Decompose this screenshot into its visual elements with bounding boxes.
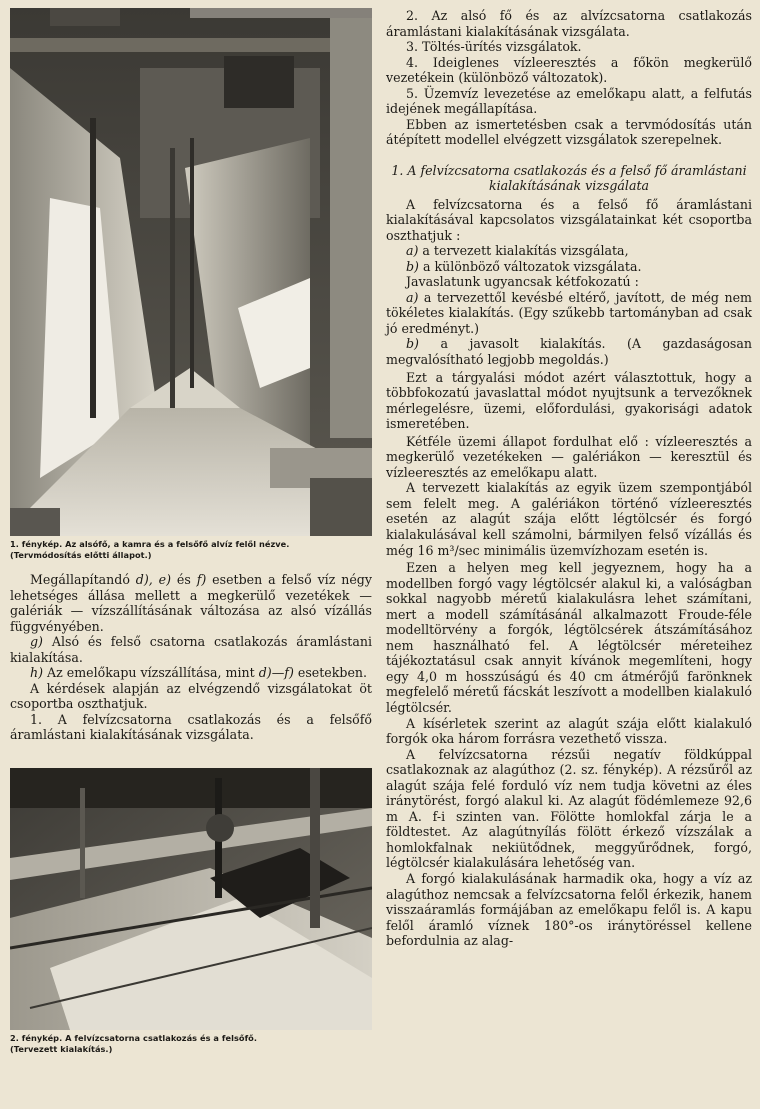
photo-2-caption-sub: (Tervezett kialakítás.): [10, 1044, 113, 1055]
left-paragraph-1: Megállapítandó d), e) és f) esetben a felső víz négy lehetséges állása mellett a megkerülő vezetékek — galériák — vízszállításának változása az alsó vízállás függvényében.: [10, 572, 372, 634]
right-column: [386, 8, 752, 949]
paragraph-f: Ezen a helyen meg kell jegyeznem, hogy ha a modellben forgó vagy légtölcsér alakul ki, a valóságban sokkal nagyobb méretű kialakulásra lehet számítani, mert a modell számításánál alkalmazott Froude-féle modelltörvény a forgók, légtölcsérek átszámításához nem használható fel. A légtölcsér méreteihez tájékoztatásul csak annyit kívánok megemlíteni, hogy egy 4,0 m hosszúságú és 40 cm átmérőjű farönknek megfelelő méretű fácskát leszívott a modellben kialakuló légtölcsér.: [386, 560, 752, 716]
item-a-2: a) a tervezettől kevésbé eltérő, javított, de még nem tökéletes kialakítás. (Egy szűkebb tartományban ad csak jó eredményt.): [386, 289, 752, 336]
paragraph-a: A felvízcsatorna és a felső fő áramlástani kialakításával kapcsolatos vizsgálatainkat két csoportba oszthatjuk :: [386, 196, 752, 243]
left-paragraph-5: 1. A felvízcsatorna csatlakozás és a felsőfő áramlástani kialakításának vizsgálata.: [10, 711, 372, 743]
list-item-5: 5. Üzemvíz levezetése az emelőkapu alatt, a felfutás idejének megállapítása.: [386, 85, 752, 117]
photo-2-caption-main: 2. fénykép. A felvízcsatorna csatlakozás és a felsőfő.: [10, 1033, 258, 1044]
photo-2-image: [10, 768, 372, 1030]
paragraph-c: Ezt a tárgyalási módot azért választottuk, hogy a többfokozatú javaslattal módot nyujtsunk a tervezőknek mérlegelésre, üzemi, előfordulási, gyakorisági adatok ismeretében.: [386, 369, 752, 432]
item-a-1: a) a tervezett kialakítás vizsgálata,: [406, 243, 629, 259]
paragraph-h: A felvízcsatorna rézsűi negatív földkúppal csatlakoznak az alagúthoz (2. sz. fénykép). A rézsűről az alagút szája felé forduló víz nem tudja követni az éles iránytörést, forgó alakul ki. Az alagút födémlemeze 92,6 m A. f-i szinten van. Fölötte homlokfal zárja le a földtestet. Az alagútnyílás fölött érkező vízszálak a homlokfalnak nekiütődnek, meggyűrődnek, forgó, légtölcsér kialakulására lehetőség van.: [386, 746, 752, 871]
list-item-3: 3. Töltés-ürítés vizsgálatok.: [406, 39, 582, 55]
photo-2: [10, 768, 372, 1030]
paragraph-d: Kétféle üzemi állapot fordulhat elő : vízleeresztés a megkerülő vezetékeken — galériákon — keresztül és vízleeresztés az emelőkapu alatt.: [386, 433, 752, 480]
left-paragraph-3: h) Az emelőkapu vízszállítása, mint d)—f) esetekben.: [30, 665, 368, 681]
intro-paragraph: Ebben az ismertetésben csak a tervmódosítás után átépített modellel elvégzett vizsgálatok szerepelnek.: [386, 116, 752, 148]
list-item-4: 4. Ideiglenes vízleeresztés a főkön megkerülő vezetékein (különböző változatok).: [386, 54, 752, 86]
photo-1-caption: [10, 539, 372, 561]
photo-1-image: [10, 8, 372, 536]
photo-2-caption: [10, 1033, 372, 1055]
photo-1-caption-sub: (Tervmódosítás előtti állapot.): [10, 550, 152, 560]
photo-1: [10, 8, 372, 536]
paragraph-i: A forgó kialakulásának harmadik oka, hogy a víz az alagúthoz nemcsak a felvízcsatorna felől érkezik, hanem visszaáramlás formájában az emelőkapu felől is. A kapu felől áramló víznek 180°-os iránytöréssel kellene befordulnia az alag-: [386, 871, 752, 949]
list-item-2: 2. Az alsó fő és az alvízcsatorna csatlakozás áramlástani kialakításának vizsgálata.: [386, 8, 752, 39]
left-column: [10, 8, 372, 1055]
photo-1-caption-main: 1. fénykép. Az alsófő, a kamra és a felsőfő alvíz felől nézve.: [10, 539, 290, 549]
paragraph-g: A kísérletek szerint az alagút szája előtt kialakuló forgók oka három forrásra vezethető vissza.: [386, 715, 752, 747]
item-b-2: b) a javasolt kialakítás. (A gazdaságosan megvalósítható legjobb megoldás.): [386, 336, 752, 367]
paragraph-b: Javaslatunk ugyancsak kétfokozatú :: [406, 274, 639, 290]
item-b-1: b) a különböző változatok vizsgálata.: [406, 258, 642, 274]
paragraph-e: A tervezett kialakítás az egyik üzem szempontjából sem felelt meg. A galériákon történő vízleeresztés esetén az alagút szája előtt légtölcsér és forgó kialakulásával kell számolni, bármilyen felső vízállás és még 16 m³/sec minimális üzemvízhozam esetén is.: [386, 480, 752, 558]
left-paragraph-2: g) Alsó és felső csatorna csatlakozás áramlástani kialakítása.: [10, 634, 372, 665]
section-title: 1. A felvízcsatorna csatlakozás és a felső fő áramlástani kialakításának vizsgálata: [391, 162, 747, 194]
left-paragraph-4: A kérdések alapján az elvégzendő vizsgálatokat öt csoportba oszthatjuk.: [10, 680, 372, 712]
